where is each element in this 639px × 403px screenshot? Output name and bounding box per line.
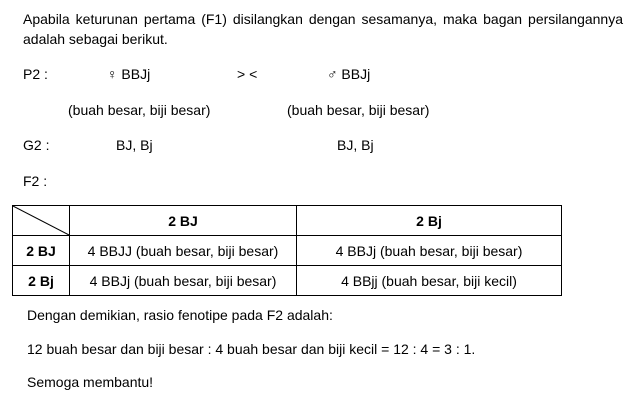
row-header: 2 BJ xyxy=(13,236,70,266)
g2-male-gametes: BJ, Bj xyxy=(337,137,374,153)
conclusion-intro: Dengan demikian, rasio fenotipe pada F2 adalah: xyxy=(27,307,333,323)
p2-male-phenotype: (buah besar, biji besar) xyxy=(287,102,430,118)
f2-label: F2 : xyxy=(23,173,48,189)
table-cell: 4 BBJj (buah besar, biji besar) xyxy=(297,236,562,266)
g2-label: G2 : xyxy=(23,137,50,153)
table-row xyxy=(13,266,562,296)
diagonal-line xyxy=(13,206,69,235)
table-header-row xyxy=(13,206,562,236)
p2-female-genotype: ♀ BBJj xyxy=(107,66,151,82)
column-header: 2 Bj xyxy=(297,206,562,236)
p2-female-phenotype: (buah besar, biji besar) xyxy=(68,102,211,118)
column-header: 2 BJ xyxy=(70,206,297,236)
g2-female-gametes: BJ, Bj xyxy=(116,137,153,153)
phenotype-ratio: 12 buah besar dan biji besar : 4 buah besar dan biji kecil = 12 : 4 = 3 : 1. xyxy=(27,341,476,357)
table-cell: 4 BBJJ (buah besar, biji besar) xyxy=(70,236,297,266)
table-cell: 4 BBjj (buah besar, biji kecil) xyxy=(297,266,562,296)
table-cell: 4 BBJj (buah besar, biji besar) xyxy=(70,266,297,296)
corner-cell xyxy=(13,206,70,236)
p2-male-genotype: ♂ BBJj xyxy=(327,66,371,82)
intro-paragraph: Apabila keturunan pertama (F1) disilangkan dengan sesamanya, maka bagan persilangannya adalah sebagai berikut. xyxy=(23,11,623,47)
closing-text: Semoga membantu! xyxy=(27,374,154,390)
p2-label: P2 : xyxy=(23,66,48,82)
punnett-square xyxy=(12,205,562,296)
table-row xyxy=(13,236,562,266)
cross-symbol: > < xyxy=(237,66,258,82)
row-header: 2 Bj xyxy=(13,266,70,296)
